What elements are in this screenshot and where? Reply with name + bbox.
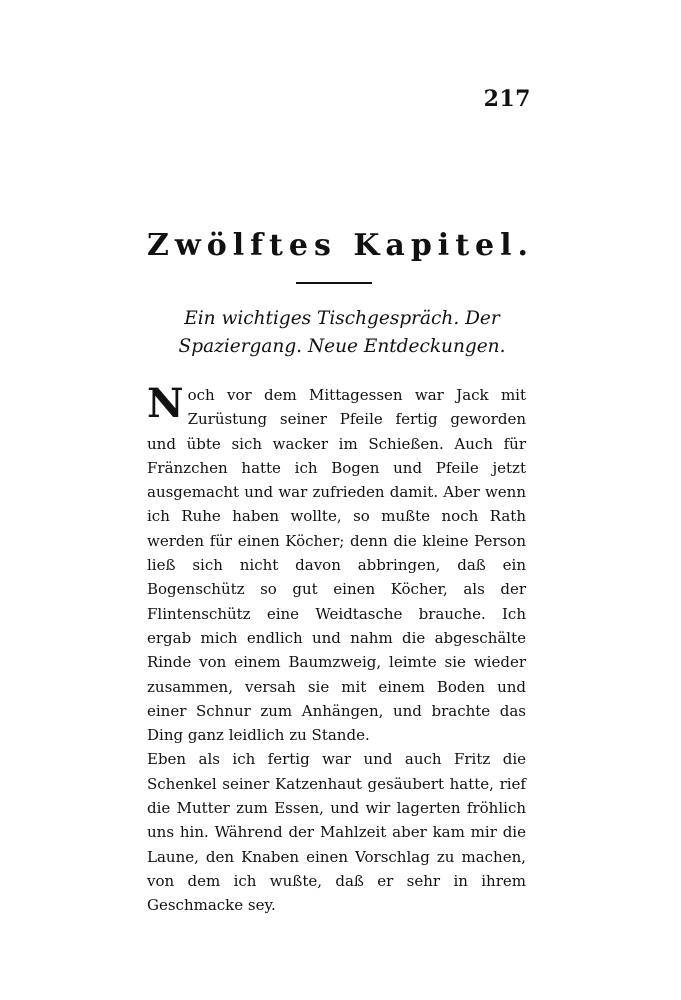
paragraph-1 (147, 380, 526, 747)
chapter-subtitle: Ein wichtiges Tischgespräch. Der Spaziergang. Neue Entdeckungen. (178, 308, 506, 357)
title-divider (296, 282, 372, 284)
paragraph-1-text: och vor dem Mittagessen war Jack mit Zurüstung seiner Pfeile fertig geworden und übte sich wacker im Schießen. Auch für Fränzchen hatte ich Bogen und Pfeile jetzt ausgemacht und war zufrieden damit. Aber wenn ich Ruhe haben wollte, so mußte noch Rath werden für einen Köcher; denn die kleine Person ließ sich nicht davon abbringen, daß ein Bogenschütz so gut einen Köcher, als der Flintenschütz eine Weidtasche brauche. Ich ergab mich endlich und nahm die abgeschälte Rinde von einem Baumzweig, leimte sie wieder zusammen, versah sie mit einem Boden und einer Schnur zum Anhängen, und brachte das Ding ganz leidlich zu Stande. (147, 386, 526, 745)
paragraph-2: Eben als ich fertig war und auch Fritz die Schenkel seiner Katzenhaut gesäubert hatte, rief die Mutter zum Essen, und wir lagerten fröhlich uns hin. Während der Mahlzeit aber kam mir die Laune, den Knaben einen Vorschlag zu machen, von dem ich wußte, daß er sehr in ihrem Geschmacke sey. (147, 750, 526, 915)
drop-cap: N (147, 380, 184, 427)
page-number: 217 (483, 86, 531, 112)
chapter-body (147, 380, 526, 918)
chapter-title: Zwölftes Kapitel. (147, 228, 534, 263)
